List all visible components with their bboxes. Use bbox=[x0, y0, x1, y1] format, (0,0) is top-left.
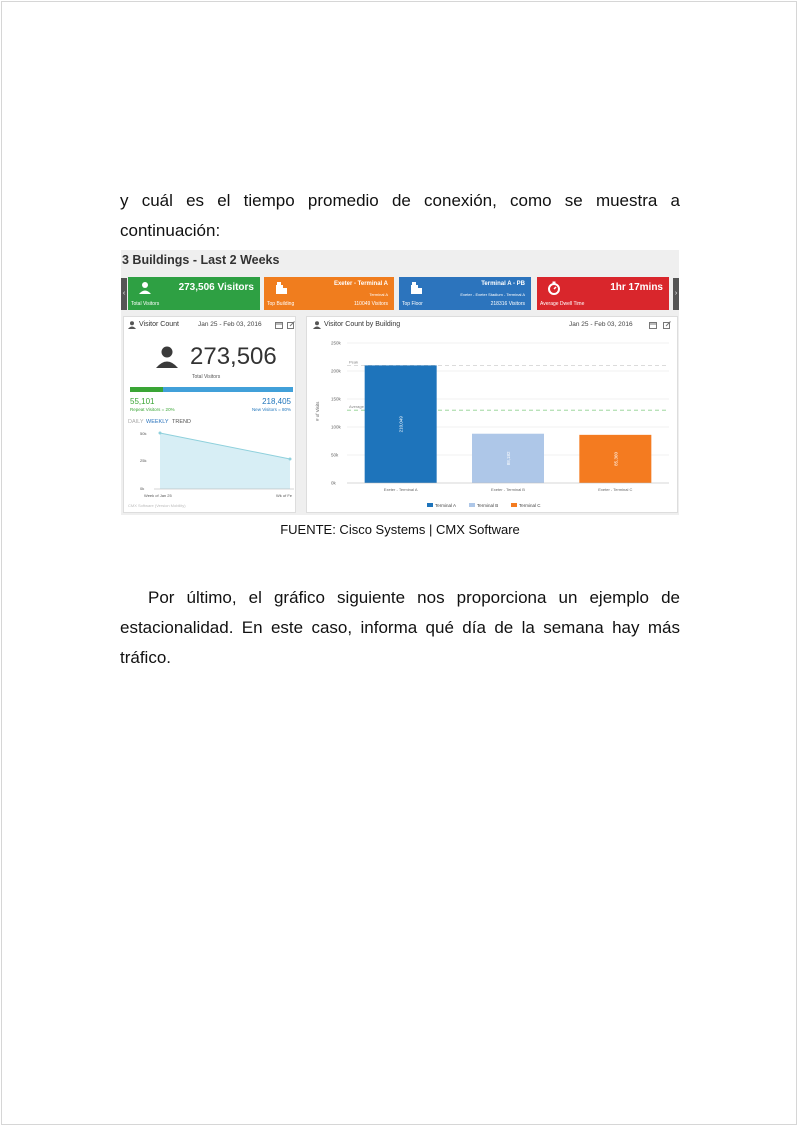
trend-area bbox=[160, 433, 290, 489]
kpi-label: Total Visitors bbox=[131, 301, 160, 307]
calendar-icon[interactable] bbox=[275, 321, 283, 329]
kpi-stat: 218316 Visitors bbox=[490, 301, 525, 307]
paragraph-intro: y cuál es el tiempo promedio de conexión, como se muestra a continuación: bbox=[120, 191, 680, 240]
floor-icon bbox=[409, 281, 423, 295]
user-icon bbox=[313, 321, 321, 329]
kpi-sub-value: Terminal A bbox=[369, 292, 388, 297]
building-chart-panel bbox=[306, 316, 678, 513]
repeat-fill bbox=[130, 387, 163, 392]
kpi-card-top-building[interactable] bbox=[264, 277, 394, 310]
x-tick-label: Exeter - Terminal A bbox=[383, 487, 418, 492]
visitor-count-panel bbox=[123, 316, 296, 513]
trend-x-tick: Wk of Fe bbox=[276, 493, 293, 498]
x-tick-label: Exeter - Terminal B bbox=[491, 487, 525, 492]
prev-arrow-icon[interactable]: ‹ bbox=[121, 278, 127, 310]
tab-trend[interactable]: TREND bbox=[172, 419, 191, 425]
y-tick-label: 50k bbox=[331, 452, 339, 458]
kpi-card-dwell-time[interactable] bbox=[537, 277, 669, 310]
repeat-visitors-value: 55,101 bbox=[130, 397, 155, 406]
date-range[interactable]: Jan 25 - Feb 03, 2016 bbox=[569, 321, 633, 328]
kpi-value: Exeter - Terminal A bbox=[333, 281, 388, 287]
trend-y-tick: 50k bbox=[140, 431, 147, 436]
legend-swatch bbox=[469, 503, 475, 507]
figure-caption: FUENTE: Cisco Systems | CMX Software bbox=[280, 522, 520, 537]
y-tick-label: 150k bbox=[331, 396, 341, 402]
edit-icon[interactable] bbox=[287, 321, 295, 329]
reference-line-label: Peak bbox=[349, 359, 359, 365]
bar-value-label: 85,360 bbox=[613, 452, 619, 466]
user-icon bbox=[128, 321, 136, 329]
user-icon bbox=[138, 281, 152, 295]
y-tick-label: 0k bbox=[331, 480, 336, 486]
paragraph-seasonality: Por último, el gráfico siguiente nos proporciona un ejemplo de estacionalidad. En este caso, informa qué día de la semana hay más tráfico. bbox=[120, 588, 680, 667]
panel-footer: CMX Software (Version Mobility) bbox=[128, 503, 186, 508]
trend-point bbox=[159, 432, 162, 435]
y-tick-label: 250k bbox=[331, 340, 341, 346]
page-border bbox=[1, 1, 797, 1125]
kpi-stat: 110049 Visitors bbox=[353, 301, 388, 307]
kpi-label: Top Floor bbox=[402, 301, 423, 307]
dashboard-screenshot bbox=[121, 250, 679, 515]
building-icon bbox=[274, 281, 288, 295]
trend-y-tick: 0k bbox=[140, 486, 145, 491]
split-bar bbox=[130, 387, 293, 392]
legend-swatch bbox=[511, 503, 517, 507]
panel-title: Visitor Count by Building bbox=[324, 321, 401, 328]
bar-value-label: 210,049 bbox=[398, 416, 404, 433]
kpi-card-top-floor[interactable] bbox=[399, 277, 531, 310]
bar-value-label: 88,182 bbox=[506, 451, 511, 466]
new-visitors-value: 218,405 bbox=[262, 397, 291, 406]
next-arrow-icon[interactable]: › bbox=[673, 278, 679, 310]
legend-swatch bbox=[427, 503, 433, 507]
legend-label: Terminal B bbox=[477, 503, 499, 508]
repeat-visitors-label: Repeat Visitors = 20% bbox=[130, 407, 175, 412]
edit-icon[interactable] bbox=[663, 321, 671, 329]
bar-chart bbox=[307, 331, 677, 511]
tab-weekly[interactable]: WEEKLY bbox=[146, 419, 169, 425]
new-visitors-label: New Visitors = 80% bbox=[251, 407, 291, 412]
panel-title: Visitor Count bbox=[139, 321, 179, 328]
y-axis-label: # of Visits bbox=[315, 401, 320, 421]
tab-daily[interactable]: DAILY bbox=[128, 419, 144, 425]
total-visitors-label: Total Visitors bbox=[192, 374, 221, 380]
y-tick-label: 200k bbox=[331, 368, 341, 374]
kpi-sub-value: Exeter - Exeter Stadium - Terminal A bbox=[460, 292, 525, 297]
trend-y-tick: 25k bbox=[140, 458, 147, 463]
x-tick-label: Exeter - Terminal C bbox=[598, 487, 633, 492]
stopwatch-icon bbox=[547, 281, 561, 295]
weekly-trend-chart bbox=[124, 427, 295, 502]
trend-point bbox=[289, 458, 292, 461]
kpi-label: Average Dwell Time bbox=[540, 301, 585, 307]
dashboard-title: 3 Buildings - Last 2 Weeks bbox=[122, 253, 280, 267]
date-range[interactable]: Jan 25 - Feb 03, 2016 bbox=[198, 321, 262, 328]
person-icon bbox=[156, 346, 178, 368]
kpi-value: 273,506 Visitors bbox=[178, 282, 254, 293]
kpi-value: 1hr 17mins bbox=[610, 282, 663, 293]
legend-label: Terminal C bbox=[519, 503, 541, 508]
reference-line-label: Average bbox=[349, 404, 364, 410]
kpi-card-total-visitors[interactable] bbox=[128, 277, 260, 310]
legend-label: Terminal A bbox=[435, 503, 457, 508]
kpi-value: Terminal A - PB bbox=[481, 281, 525, 287]
trend-x-tick: Week of Jan 25 bbox=[144, 493, 172, 498]
total-visitors-count: 273,506 bbox=[190, 343, 277, 370]
y-tick-label: 100k bbox=[331, 424, 341, 430]
kpi-label: Top Building bbox=[267, 301, 295, 307]
calendar-icon[interactable] bbox=[649, 321, 657, 329]
